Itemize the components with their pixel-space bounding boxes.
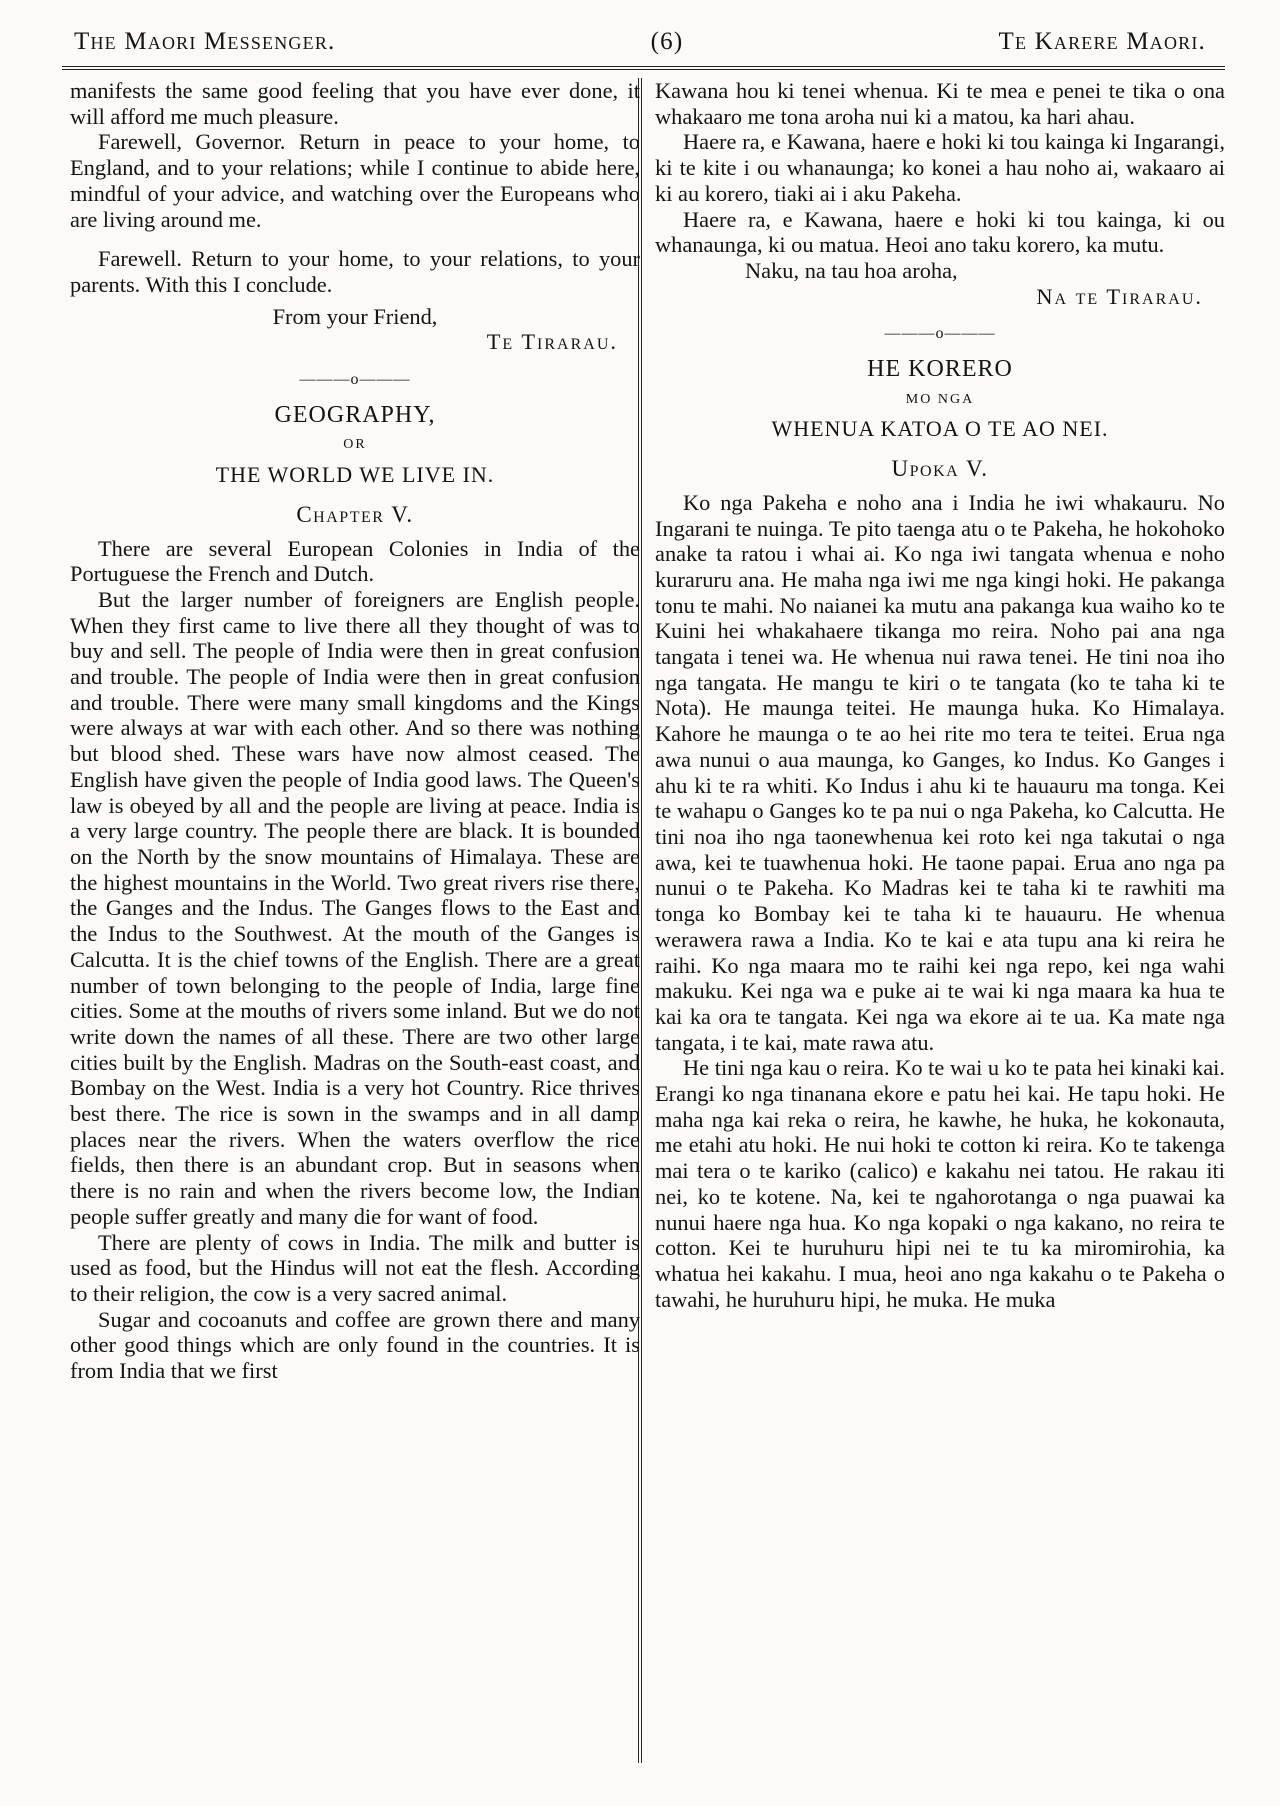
article-title: GEOGRAPHY, xyxy=(274,401,436,428)
letter-signature: Te Tirarau. xyxy=(486,329,618,355)
article-paragraph: He tini nga kau o reira. Ko te wai u ko te pata hei kinaki kai. Erangi ko nga tinanana ekore e patu hei kai. He tapu hoki. He maha nga kai reka o reira, he kawhe, he huka, he kokonauta, me etahi atu hoki. He nui hoki te cotton ki reira. Ko te takenga mai tera o te kariko (calico) e kakahu nei tatou. He rakau iti nei, ko te kotene. Na, kei te ngahorotanga o nga puawai ka nunui haere nga hua. Ko nga kopaki o nga kakano, no reira te cotton. Kei te huruhuru hipi nei te tu ka miromirohia, ka whatua hei kakahu. I mua, heoi ano nga kakahu o te Pakeha o tawahi, he huruhuru hipi, he muka. He muka xyxy=(655,1055,1225,1312)
masthead-rule xyxy=(62,66,1225,76)
article-title-small: MO NGA xyxy=(905,391,975,407)
article-title: HE KORERO xyxy=(867,356,1013,383)
article-paragraph: Ko nga Pakeha e noho ana i India he iwi whakauru. No Ingarani te nuinga. Te pito taenga atu o te Pakeha, he hokohoko anake ta ratou i whai ai. Ko nga iwi tangata whenua e noho kuraruru ana. He maha nga iwi me nga kingi hoki. He pakanga tonu te mahi. No naianei ka mutu ana pakanga kua waiho ko te Kuini hei whakahaere tikanga mo reira. Noho pai ana nga tangata i tenei wa. He whenua nui rawa tenei. He tini noa iho nga tangata. He mangu te kiri o te tangata (ko te taha ki te Nota). He maunga teitei. He maunga huka. Ko Himalaya. Kahore he maunga o te ao hei rite mo tera te teitei. Erua nga awa nunui o aua maunga, ko Ganges, ko Indus. Ko Ganges i ahu ki te ra whiti. Ko Indus i ahu ki te hauauru ma tonga. Kei te wahapu o Ganges ko te pa nui o nga Pakeha, ko Calcutta. He tini noa iho nga taonewhenua kei roto kei nga takutai o nga awa, kei te tuawhenua hoki. He taone papai. Erua ano nga pa nunui o te Pakeha. Ko Madras kei te taha ki te rawhiti ma tonga ko Bombay kei te taha ki te hauauru. He whenua werawera rawa a India. Ko te kai e ata tupu ana ki reira he raihi. Ko nga maara mo te raihi kei nga repo, kei nga wahi makuku. Kei nga wa e puke ai te wai ki nga maara ka hua te kai ka ora te tangata. Kei nga wa ekore ai te ua. Ka mate nga tangata, i te kai, mate rawa atu. xyxy=(655,489,1225,1055)
article-subtitle: WHENUA KATOA O TE AO NEI. xyxy=(771,416,1109,442)
chapter-heading: Chapter V. xyxy=(296,501,414,527)
letter-paragraph: Haere ra, e Kawana, haere e hoki ki tou kainga ki Ingarangi, ki te kite i ou whanaunga; ko konei a hau noho ai, wakaaro ai ki au korero, tiaki ai i aku Pakeha. xyxy=(655,129,1225,206)
letter-paragraph: Farewell, Governor. Return in peace to your home, to England, and to your relations; while I continue to abide here, mindful of your advice, and watching over the Europeans who are living around me. xyxy=(70,129,640,232)
section-divider: ———o——— xyxy=(299,371,411,389)
chapter-heading: Upoka V. xyxy=(891,456,989,482)
article-paragraph: But the larger number of foreigners are English people. When they first came to live there all they thought of was to buy and sell. The people of India were then in great confusion and trouble. The people of India were then in great confusion and trouble. There were many small kingdoms and the Kings were always at war with each other. And so there was nothing but blood shed. These wars have now almost ceased. The English have given the people of India good laws. The Queen's law is obeyed by all and the people are living at peace. India is a very large country. The people there are black. It is bounded on the North by the snow mountains of Himalaya. These are the highest mountains in the World. Two great rivers rise there, the Ganges and the Indus. The Ganges flows to the East and the Indus to the Southwest. At the mouth of the Ganges is Calcutta. It is the chief towns of the English. There are a great number of town belonging to the people of India, large fine cities. Some at the mouths of rivers some inland. But we do not write down the names of all these. There are two other large cities built by the English. Madras on the South-east coast, and Bombay on the West. India is a very hot Country. Rice thrives best there. The rice is sown in the swamps and in all damp places near the rivers. When the waters overflow the rice fields, then there is an abundant crop. But in seasons when there is no rain and when the rivers become low, the Indian people suffer greatly and many die for want of food. xyxy=(70,586,640,1229)
letter-closing: Naku, na tau hoa aroha, xyxy=(745,257,958,283)
masthead-maori-title: Te Karere Maori. xyxy=(998,28,1206,55)
article-paragraph: There are plenty of cows in India. The milk and butter is used as food, but the Hindus will not eat the flesh. According to their religion, the cow is a very sacred animal. xyxy=(70,1229,640,1306)
masthead xyxy=(74,14,1206,70)
article-title-or: OR xyxy=(343,437,367,453)
english-column xyxy=(70,78,640,1768)
letter-closing: From your Friend, xyxy=(272,303,438,329)
masthead-english-title: The Maori Messenger. xyxy=(74,28,336,55)
letter-paragraph: Haere ra, e Kawana, haere e hoki ki tou kainga, ki ou whanaunga, ki ou matua. Heoi ano taku korero, ka mutu. xyxy=(655,206,1225,258)
letter-signature: Na te Tirarau. xyxy=(1036,283,1203,309)
article-subtitle: THE WORLD WE LIVE IN. xyxy=(215,462,495,488)
letter-paragraph: Kawana hou ki tenei whenua. Ki te mea e penei te tika o ona whakaaro me tona aroha nui ki a matou, ka hari ahau. xyxy=(655,78,1225,129)
letter-paragraph: manifests the same good feeling that you have ever done, it will afford me much pleasure. xyxy=(70,78,640,129)
maori-column xyxy=(655,78,1225,1768)
section-divider: ———o——— xyxy=(884,325,996,343)
article-paragraph: There are several European Colonies in India of the Portuguese the French and Dutch. xyxy=(70,535,640,587)
article-paragraph: Sugar and cocoanuts and coffee are grown there and many other good things which are only found in the countries. It is from India that we first xyxy=(70,1306,640,1384)
page-number: (6) xyxy=(650,28,684,55)
letter-paragraph: Farewell. Return to your home, to your relations, to your parents. With this I conclude. xyxy=(70,246,640,297)
